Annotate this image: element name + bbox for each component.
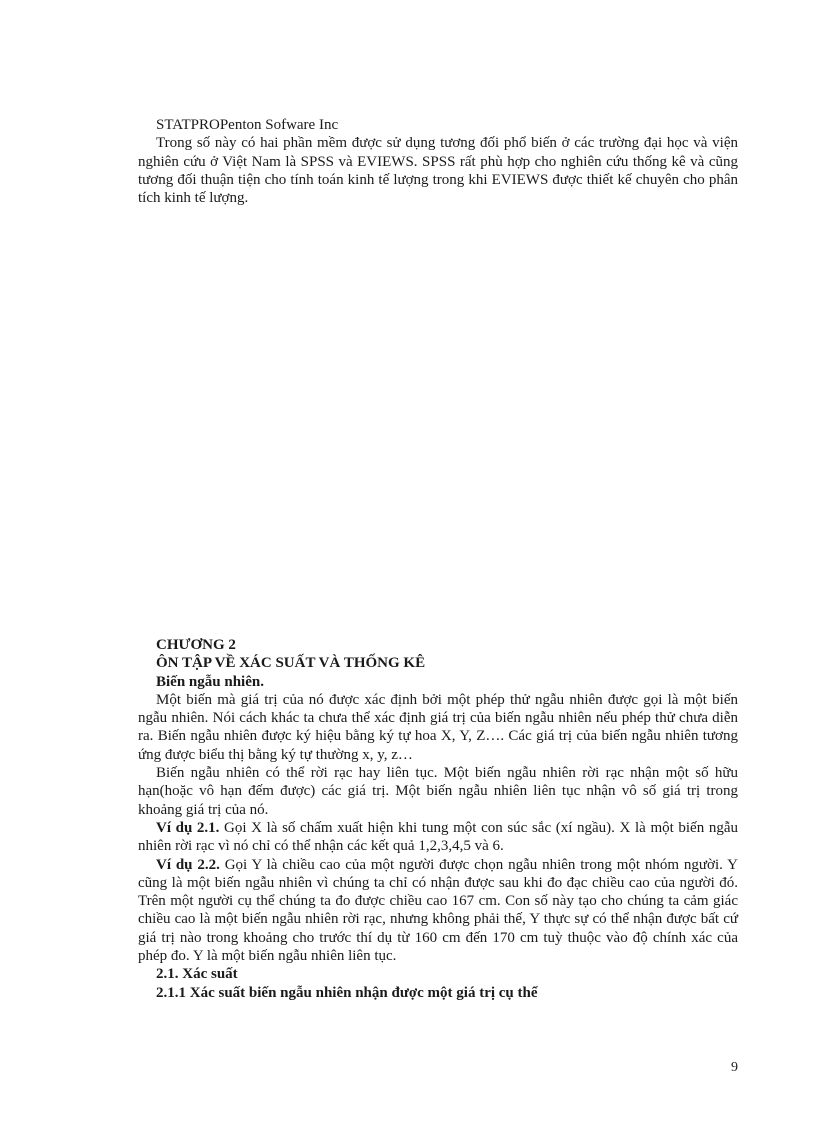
software-paragraph: Trong số này có hai phần mềm được sử dụng tương đối phổ biến ở các trường đại học và viện nghiên cứu ở Việt Nam là SPSS và EVIEWS. SPSS rất phù hợp cho nghiên cứu thống kê và cũng tương đối thuận tiện cho tính toán kinh tế lượng trong khi EVIEWS được thiết kế chuyên cho phân tích kinh tế lượng.	[138, 135, 738, 207]
page-number: 9	[731, 1060, 738, 1075]
discrete-continuous-paragraph: Biến ngẫu nhiên có thể rời rạc hay liên tục. Một biến ngẫu nhiên rời rạc nhận một số hữu hạn(hoặc vô hạn đếm được) các giá trị. Một biến ngẫu nhiên liên tục nhận vô số giá trị trong khoảng giá trị của nó.	[138, 765, 738, 818]
intro-section	[138, 116, 738, 207]
random-variable-paragraph: Một biến mà giá trị của nó được xác định bởi một phép thử ngẫu nhiên được gọi là một biến ngẫu nhiên. Nói cách khác ta chưa thể xác định giá trị của biến ngẫu nhiên nếu phép thử chưa diễn ra. Biến ngẫu nhiên được ký hiệu bằng ký tự hoa X, Y, Z…. Các giá trị của biến ngẫu nhiên tương ứng được biểu thị bằng ký tự thường x, y, z…	[138, 691, 738, 763]
example-2-1-label: Ví dụ 2.1.	[156, 819, 220, 836]
chapter-number: CHƯƠNG 2	[156, 637, 236, 653]
chapter-section	[138, 636, 738, 1002]
subsubsection-title: 2.1.1 Xác suất biến ngẫu nhiên nhận được một giá trị cụ thể	[156, 984, 538, 1001]
example-2-2-text: Gọi Y là chiều cao của một người được chọn ngẫu nhiên trong một nhóm người. Y cũng là một biến ngẫu nhiên vì chúng ta chỉ có nhận được sau khi đo đạc chiều cao của người đó. Trên một người cụ thể chúng ta đo được chiều cao 167 cm. Con số này tạo cho chúng ta cảm giác chiều cao là một biến ngẫu nhiên rời rạc, nhưng không phải thế, Y thực sự có thể nhận được bất cứ giá trị nào trong khoảng cho trước thí dụ từ 160 cm đến 170 cm tuỳ thuộc vào độ chính xác của phép đo. Y là một biến ngẫu nhiên liên tục.	[138, 856, 738, 965]
chapter-title: ÔN TẬP VỀ XÁC SUẤT VÀ THỐNG KÊ	[156, 655, 426, 672]
example-2-1-paragraph	[138, 819, 738, 856]
subsection-title: 2.1. Xác suất	[156, 966, 238, 983]
example-2-2-paragraph	[138, 856, 738, 966]
example-2-1-text: Gọi X là số chấm xuất hiện khi tung một con súc sắc (xí ngầu). X là một biến ngẫu nhiên rời rạc vì nó chỉ có thể nhận các kết quả 1,2,3,4,5 và 6.	[138, 819, 738, 855]
example-2-2-label: Ví dụ 2.2.	[156, 856, 220, 873]
company-line: STATPROPenton Sofware Inc	[156, 117, 339, 133]
section-title: Biến ngẫu nhiên.	[156, 673, 264, 690]
